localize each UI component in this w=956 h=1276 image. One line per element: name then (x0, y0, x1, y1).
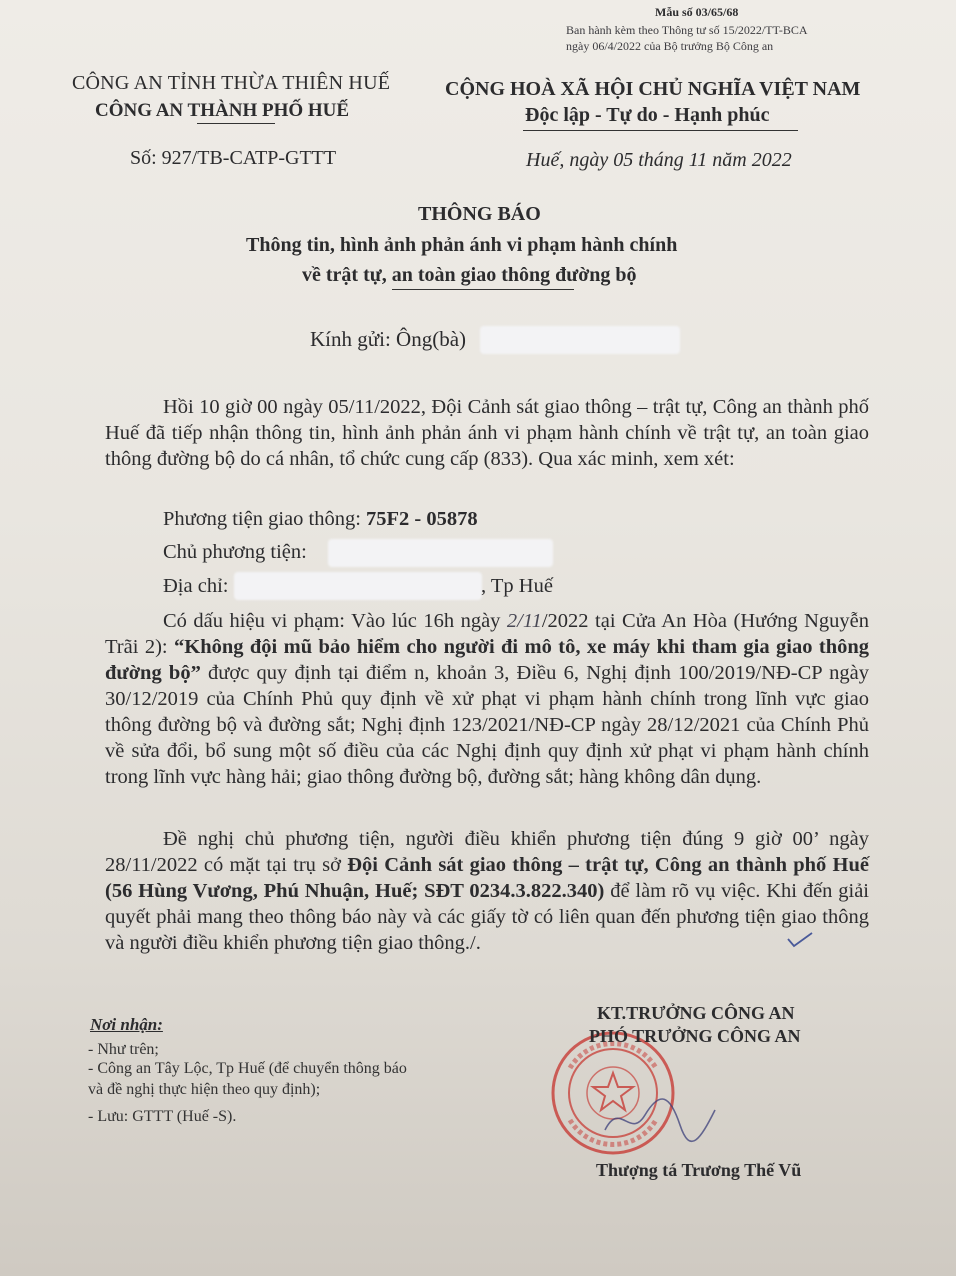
address-label: Địa chỉ: (163, 575, 229, 597)
nation-heading: CỘNG HOÀ XÃ HỘI CHỦ NGHĨA VIỆT NAM (445, 78, 861, 100)
signature-title-1: KT.TRƯỞNG CÔNG AN (597, 1003, 795, 1023)
recipients-heading: Nơi nhận: (90, 1015, 163, 1034)
vehicle-plate: 75F2 - 05878 (366, 508, 478, 530)
violation-prefix: Có dấu hiệu vi phạm: Vào lúc 16h ngày (163, 610, 507, 632)
document-date: Huế, ngày 05 tháng 11 năm 2022 (526, 149, 792, 171)
redacted-address (234, 572, 482, 600)
recipient-item: và đề nghị thực hiện theo quy định); (88, 1081, 321, 1098)
violation-paragraph (105, 608, 869, 790)
handwritten-signature-icon (600, 1090, 720, 1150)
signer-name: Thượng tá Trương Thế Vũ (596, 1160, 802, 1180)
agency-parent: CÔNG AN TỈNH THỪA THIÊN HUẾ (72, 72, 391, 94)
subtitle-underline (392, 289, 574, 290)
recipient-item: - Lưu: GTTT (Huế -S). (88, 1108, 237, 1125)
issued-by-line-2: ngày 06/4/2022 của Bộ trưởng Bộ Công an (566, 39, 774, 53)
vehicle-label: Phương tiện giao thông: (163, 508, 367, 530)
issued-by-line-1: Ban hành kèm theo Thông tư số 15/2022/TT-BCA (566, 23, 808, 37)
request-paragraph (105, 826, 869, 956)
checkmark-icon (786, 930, 814, 950)
vehicle-line (163, 508, 478, 531)
document-subtitle-2: về trật tự, an toàn giao thông đường bộ (302, 264, 637, 286)
document-subtitle-1: Thông tin, hình ảnh phản ánh vi phạm hành chính (246, 234, 678, 256)
violation-legal-basis: được quy định tại điểm n, khoản 3, Điều 6, Nghị định 100/2019/NĐ-CP ngày 30/12/2019 của Chính Phủ quy định về xử phạt vi phạm hành chính trong lĩnh vực giao thông đường bộ và đường sắt; Nghị định 123/2021/NĐ-CP ngày 28/12/2021 của Chính Phủ về sửa đổi, bổ sung một số điều của các Nghị định quy định xử phạt vi phạm hành chính trong lĩnh vực hàng hải; giao thông đường bộ, đường sắt; hàng không dân dụng. (105, 662, 870, 788)
recipient-item: - Như trên; (88, 1041, 159, 1058)
violation-location: /2022 tại Cửa An Hòa (Hướng Nguyễn Trãi 2): (105, 610, 869, 658)
intro-paragraph: Hồi 10 giờ 00 ngày 05/11/2022, Đội Cảnh sát giao thông – trật tự, Công an thành phố Huế đã tiếp nhận thông tin, hình ảnh phản ánh vi phạm hành chính về trật tự, an toàn giao thông đường bộ do cá nhân, tổ chức cung cấp (833). Qua xác minh, xem xét: (105, 396, 869, 470)
request-rest: để làm rõ vụ việc. Khi đến giải quyết phải mang theo thông báo này và các giấy tờ có liên quan đến phương tiện giao thông và người điều khiển phương tiện giao thông./. (105, 880, 869, 954)
motto-underline (523, 130, 798, 131)
motto: Độc lập - Tự do - Hạnh phúc (525, 104, 770, 126)
agency-underline (197, 123, 275, 124)
form-code: Mẫu số 03/65/68 (655, 5, 739, 19)
violation-date-handwritten: 2/11 (506, 610, 542, 632)
salutation: Kính gửi: Ông(bà) (310, 327, 467, 351)
violation-description: “Không đội mũ bảo hiểm cho người đi mô tô, xe máy khi tham gia giao thông đường bộ” (105, 636, 869, 684)
request-prefix: Đề nghị chủ phương tiện, người điều khiển phương tiện đúng 9 giờ 00’ ngày 28/11/2022 có mặt tại trụ sở (105, 828, 869, 876)
agency-name: CÔNG AN THÀNH PHỐ HUẾ (95, 100, 350, 121)
document-title: THÔNG BÁO (418, 203, 541, 225)
signature-title-2: PHÓ TRƯỞNG CÔNG AN (589, 1026, 801, 1046)
redacted-owner (328, 539, 553, 567)
redacted-name (480, 326, 680, 354)
request-location: Đội Cảnh sát giao thông – trật tự, Công an thành phố Huế (56 Hùng Vương, Phú Nhuận, Huế; SĐT 0234.3.822.340) (105, 854, 869, 902)
address-suffix: , Tp Huế (481, 575, 553, 597)
document-number: Số: 927/TB-CATP-GTTT (130, 147, 337, 169)
owner-label: Chủ phương tiện: (163, 541, 307, 563)
recipient-item: - Công an Tây Lộc, Tp Huế (để chuyển thông báo (88, 1060, 407, 1077)
